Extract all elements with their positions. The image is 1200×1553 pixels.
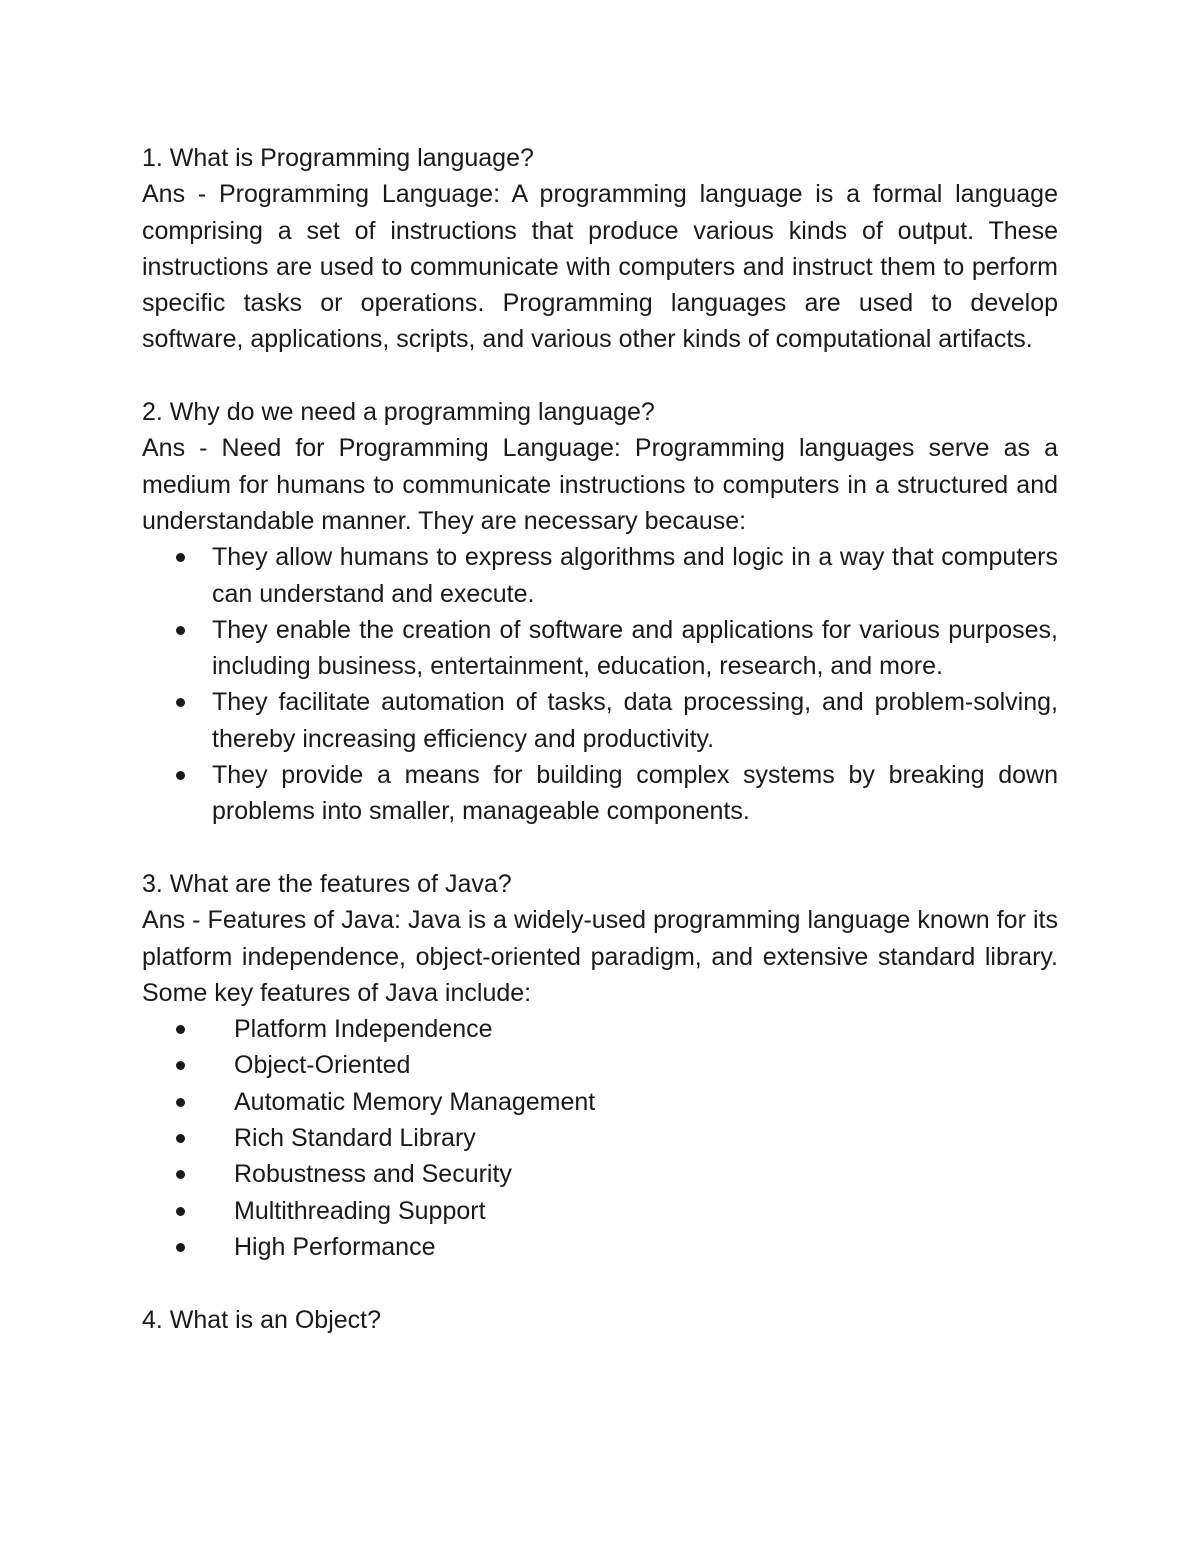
list-item — [142, 757, 1058, 830]
list-item — [142, 1156, 1058, 1192]
bullet-icon — [176, 1170, 185, 1179]
bullet-icon — [176, 626, 185, 635]
answer-1: Ans - Programming Language: A programming language is a formal language comprising a set of instructions that produce various kinds of output. These instructions are used to communicate with computers and instruct them to perform specific tasks or operations. Programming languages are used to develop software, applications, scripts, and various other kinds of computational artifacts. — [142, 180, 1058, 354]
answer-2-bullet-list — [142, 539, 1058, 829]
list-item — [142, 1047, 1058, 1083]
paragraph-gap — [142, 1265, 1058, 1301]
list-item — [142, 1011, 1058, 1047]
list-item-text: They enable the creation of software and applications for various purposes, including business, entertainment, education, research, and more. — [212, 615, 1058, 681]
list-item-text: Automatic Memory Management — [234, 1087, 596, 1116]
list-item — [142, 1193, 1058, 1229]
bullet-icon — [176, 553, 185, 562]
list-item — [142, 1084, 1058, 1120]
bullet-icon — [176, 698, 185, 707]
list-item-text: Robustness and Security — [234, 1160, 512, 1189]
paragraph-gap — [142, 830, 1058, 866]
list-item — [142, 612, 1058, 685]
paragraph-gap — [142, 358, 1058, 394]
bullet-icon — [176, 1243, 185, 1252]
list-item — [142, 684, 1058, 757]
list-item-text: High Performance — [234, 1232, 436, 1261]
list-item-text: Object-Oriented — [234, 1051, 411, 1080]
list-item-text: They provide a means for building complex systems by breaking down problems into smaller, manageable components. — [212, 761, 1058, 826]
list-item-text: They allow humans to express algorithms and logic in a way that computers can understand and execute. — [212, 543, 1058, 608]
bullet-icon — [176, 1098, 185, 1107]
question-3: 3. What are the features of Java? — [142, 869, 512, 898]
list-item-text: They facilitate automation of tasks, data processing, and problem-solving, thereby increasing efficiency and productivity. — [212, 688, 1058, 753]
answer-3-bullet-list — [142, 1011, 1058, 1265]
question-1: 1. What is Programming language? — [142, 144, 534, 172]
list-item-text: Rich Standard Library — [234, 1124, 476, 1153]
document-page — [142, 140, 1058, 1338]
list-item-text: Multithreading Support — [234, 1196, 486, 1225]
question-4: 4. What is an Object? — [142, 1305, 382, 1334]
bullet-icon — [176, 1134, 185, 1143]
list-item-text: Platform Independence — [234, 1015, 493, 1044]
list-item — [142, 539, 1058, 612]
list-item — [142, 1120, 1058, 1156]
bullet-icon — [176, 1025, 185, 1034]
answer-3: Ans - Features of Java: Java is a widely-used programming language known for its platform independence, object-oriented paradigm, and extensive standard library. Some key features of Java include: — [142, 906, 1058, 1007]
bullet-icon — [176, 1061, 185, 1070]
answer-2: Ans - Need for Programming Language: Programming languages serve as a medium for humans to communicate instructions to computers in a structured and understandable manner. They are necessary because: — [142, 434, 1058, 535]
bullet-icon — [176, 1207, 185, 1216]
question-2: 2. Why do we need a programming language? — [142, 398, 655, 427]
bullet-icon — [176, 771, 185, 780]
list-item — [142, 1229, 1058, 1265]
